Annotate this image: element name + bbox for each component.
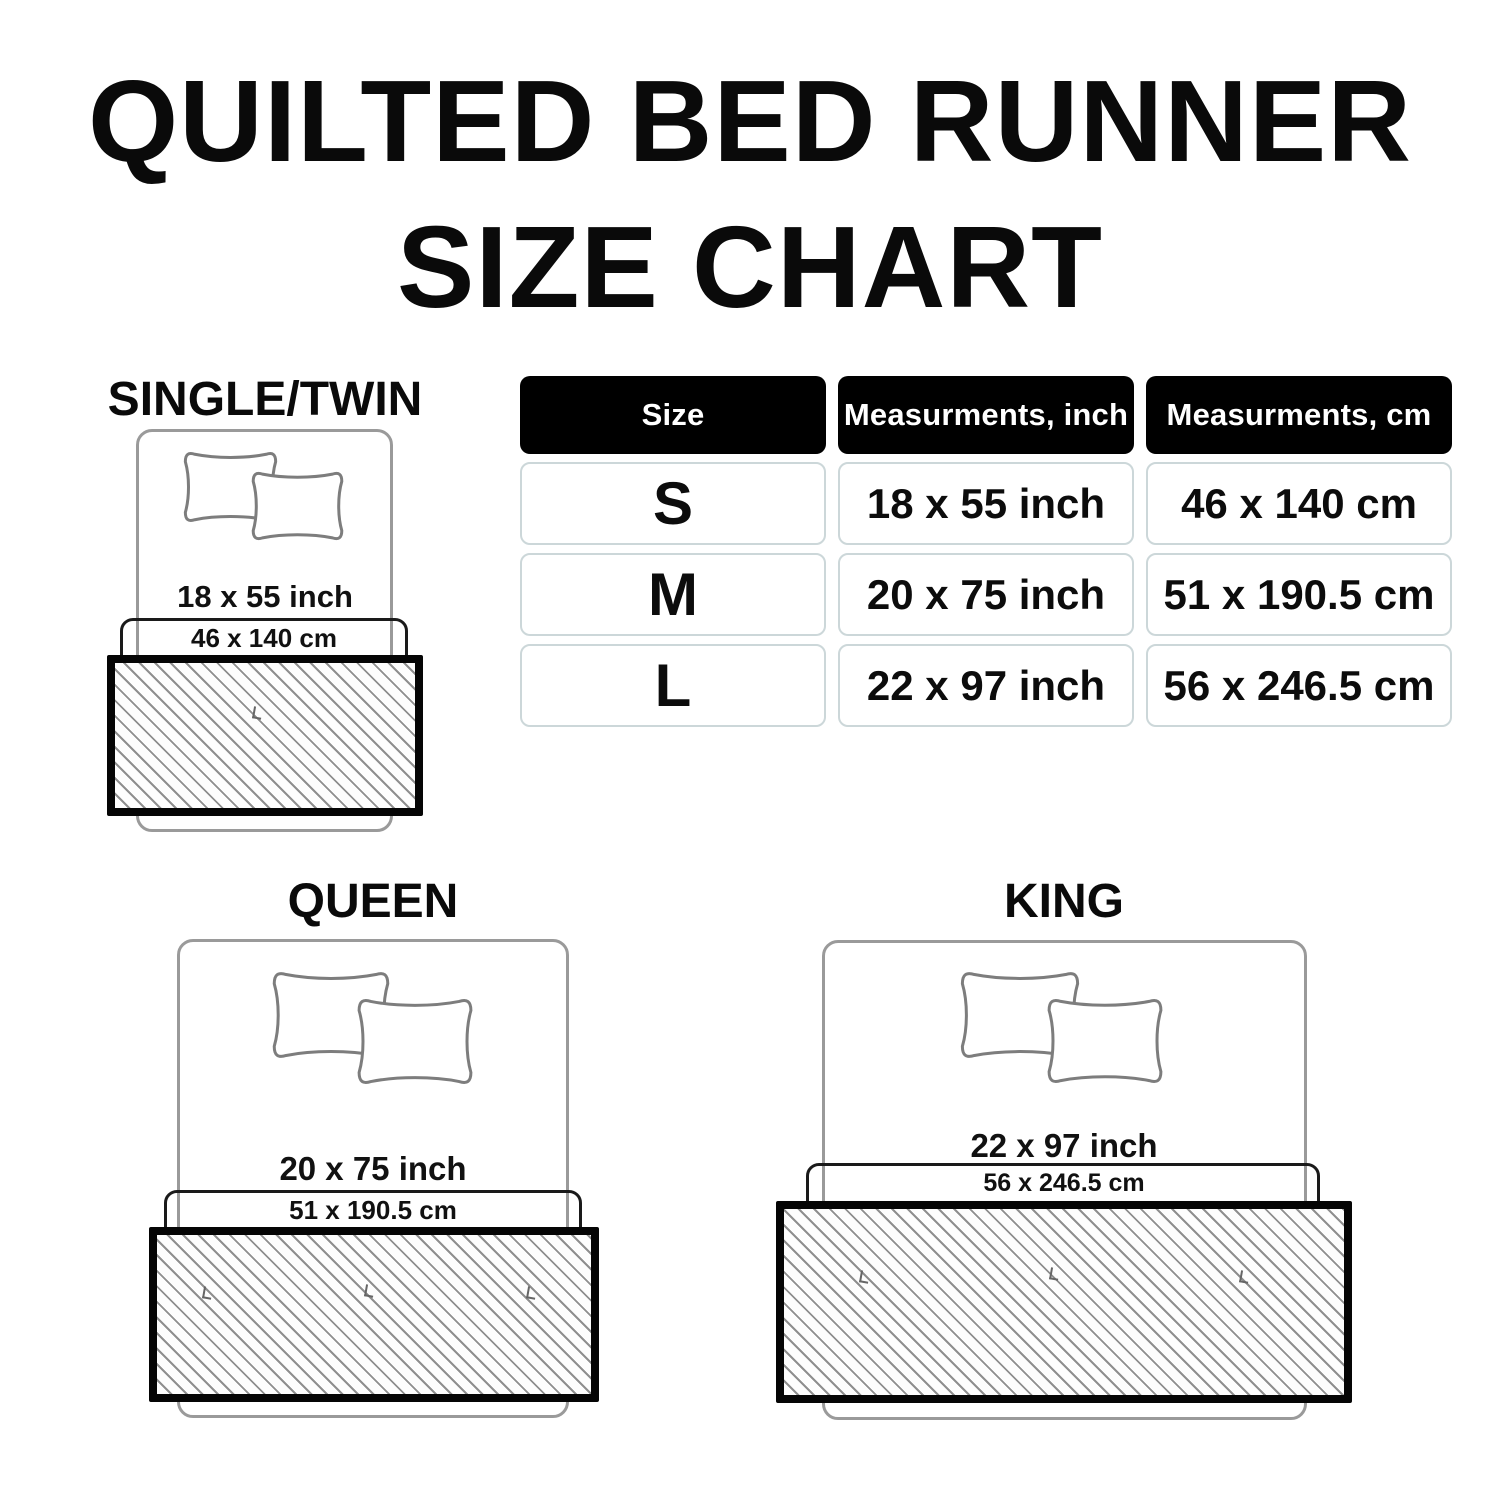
table-header-cm: Measurments, cm xyxy=(1146,376,1452,454)
stitch-mark-icon xyxy=(859,1270,870,1283)
stitch-mark-icon xyxy=(202,1286,213,1299)
table-cell-size-m: M xyxy=(520,553,826,636)
stitch-mark-icon xyxy=(252,706,263,719)
table-cell-size-s: S xyxy=(520,462,826,545)
page-title-line1: QUILTED BED RUNNER xyxy=(87,56,1413,186)
pillow-icon xyxy=(246,469,349,543)
table-cell-cm-m: 51 x 190.5 cm xyxy=(1146,553,1452,636)
king-bed-runner-swatch xyxy=(776,1201,1352,1403)
king-title: KING xyxy=(1004,875,1124,928)
stitch-mark-icon xyxy=(1049,1267,1060,1280)
table-cell-cm-l: 56 x 246.5 cm xyxy=(1146,644,1452,727)
page-title xyxy=(0,48,1500,340)
queen-inch-label: 20 x 75 inch xyxy=(279,1150,467,1187)
single-twin-bed-runner-swatch xyxy=(107,655,423,816)
stitch-mark-icon xyxy=(526,1286,537,1299)
table-cell-inch-s: 18 x 55 inch xyxy=(838,462,1134,545)
table-cell-cm-s: 46 x 140 cm xyxy=(1146,462,1452,545)
table-cell-inch-l: 22 x 97 inch xyxy=(838,644,1134,727)
table-header-size: Size xyxy=(520,376,826,454)
queen-cm-label: 51 x 190.5 cm xyxy=(289,1195,457,1225)
single-twin-inch-label: 18 x 55 inch xyxy=(177,579,353,614)
pillow-icon xyxy=(350,995,480,1088)
single-twin-cm-label: 46 x 140 cm xyxy=(190,623,337,653)
table-header-inch: Measurments, inch xyxy=(838,376,1134,454)
queen-bed-runner-swatch xyxy=(149,1227,599,1402)
queen-title: QUEEN xyxy=(287,875,459,928)
stitch-mark-icon xyxy=(364,1284,375,1297)
table-cell-size-l: L xyxy=(520,644,826,727)
pillow-icon xyxy=(1040,995,1170,1087)
stitch-mark-icon xyxy=(1239,1270,1250,1283)
king-cm-label: 56 x 246.5 cm xyxy=(983,1169,1145,1197)
page-title-line2: SIZE CHART xyxy=(397,202,1103,332)
king-inch-label: 22 x 97 inch xyxy=(970,1127,1158,1164)
table-cell-inch-m: 20 x 75 inch xyxy=(838,553,1134,636)
single-twin-title: SINGLE/TWIN xyxy=(107,373,423,426)
